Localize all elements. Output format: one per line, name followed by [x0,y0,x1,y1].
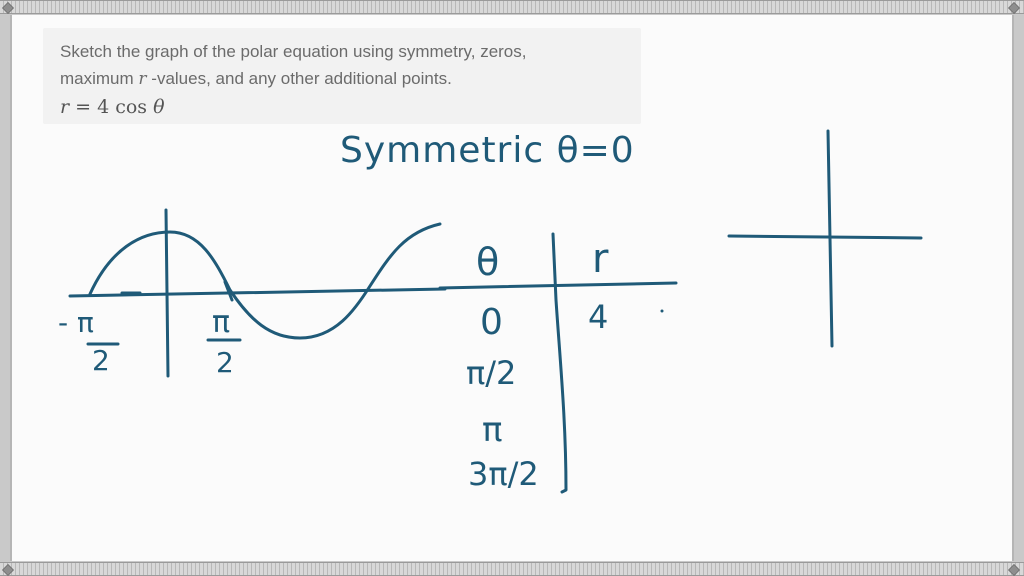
table-header-theta: θ [476,240,500,284]
symmetric-note: Symmetric θ=0 [340,130,635,171]
polar-x-axis [729,236,921,238]
neg-pi-label: - π [58,306,94,339]
rail-cap-bottom-left [2,564,14,576]
theta-value-3: 3π/2 [468,455,539,493]
problem-line-2-rest: -values, and any other additional points. [151,69,452,88]
ink-dot [661,310,664,313]
problem-line-1: Sketch the graph of the polar equation using symmetry, zeros, [60,42,527,61]
theta-value-1: π/2 [466,354,517,392]
equation-theta: θ [153,96,165,118]
cosine-curve [90,224,440,338]
neg-pi-denominator: 2 [92,344,110,377]
theta-value-0: 0 [480,302,503,343]
rail-cap-bottom-right [1008,564,1020,576]
table-divider [553,234,566,492]
sketch-y-axis [166,210,168,376]
polar-y-axis [828,131,832,346]
table-header-r: r [592,236,609,282]
pi-over-2-numerator: π [212,305,231,340]
equation-lhs: r [60,96,70,118]
equation-rhs: = 4 cos [75,96,148,118]
bottom-rail [0,562,1024,576]
r-value-0: 4 [588,298,609,336]
pi-over-2-denominator: 2 [216,346,234,379]
theta-value-2: π [482,410,503,450]
problem-line-2-start: maximum [60,69,134,88]
problem-r-symbol: r [138,69,147,89]
